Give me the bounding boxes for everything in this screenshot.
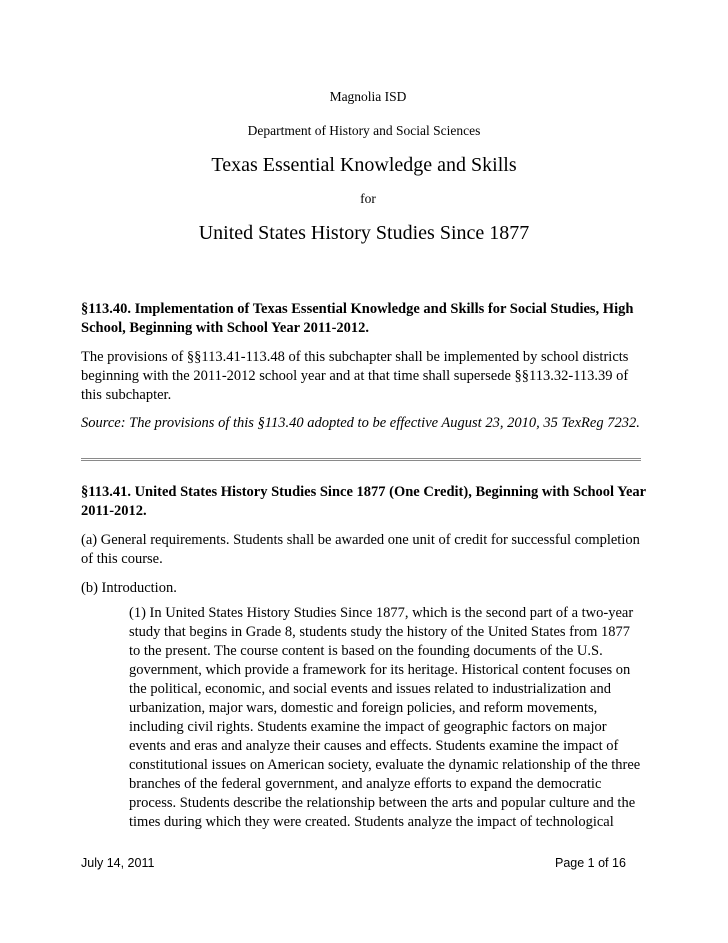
district-name: Magnolia ISD xyxy=(329,89,407,104)
introduction-paragraph-1: (1) In United States History Studies Since 1877, which is the second part of a two-year study that begins in Grade 8, students study the history of the United States from 1877 to the present. The course content is based on the founding documents of the U.S. government, which provide a framework for its heritage. Historical content focuses on the political, economic, and social events and issues related to industrialization and urbanization, major wars, domestic and foreign policies, and reform movements, including civil rights. Students examine the impact of geographic factors on major events and eras and analyze their causes and effects. Students examine the impact of constitutional issues on American society, evaluate the dynamic relationship of the three branches of the federal government, and analyze efforts to expand the democratic process. Students describe the relationship between the arts and popular culture and the times during which they were created. Students analyze the impact of technological xyxy=(129,605,641,830)
section-113-40-source: Source: The provisions of this §113.40 adopted to be effective August 23, 2010, 35 TexReg 7232. xyxy=(81,415,640,431)
introduction-label: (b) Introduction. xyxy=(81,580,177,596)
course-title: United States History Studies Since 1877 xyxy=(198,222,530,244)
section-heading-113-40: §113.40. Implementation of Texas Essential Knowledge and Skills for Social Studies, High School, Beginning with School Year 2011-2012. xyxy=(81,301,634,336)
section-113-40-body: The provisions of §§113.41-113.48 of this subchapter shall be implemented by school districts beginning with the 2011-2012 school year and at that time shall supersede §§113.32-113.39 of this subchapter. xyxy=(81,349,629,403)
footer-page-number: Page 1 of 16 xyxy=(555,856,626,870)
section-divider xyxy=(81,458,641,461)
footer-date: July 14, 2011 xyxy=(81,856,155,870)
title-connector: for xyxy=(360,191,376,206)
general-requirements-paragraph: (a) General requirements. Students shall be awarded one unit of credit for successful completion of this course. xyxy=(81,532,640,567)
section-heading-113-41: §113.41. United States History Studies Since 1877 (One Credit), Beginning with School Year 2011-2012. xyxy=(81,484,646,519)
department-name: Department of History and Social Sciences xyxy=(247,123,481,138)
document-title: Texas Essential Knowledge and Skills xyxy=(211,154,517,176)
